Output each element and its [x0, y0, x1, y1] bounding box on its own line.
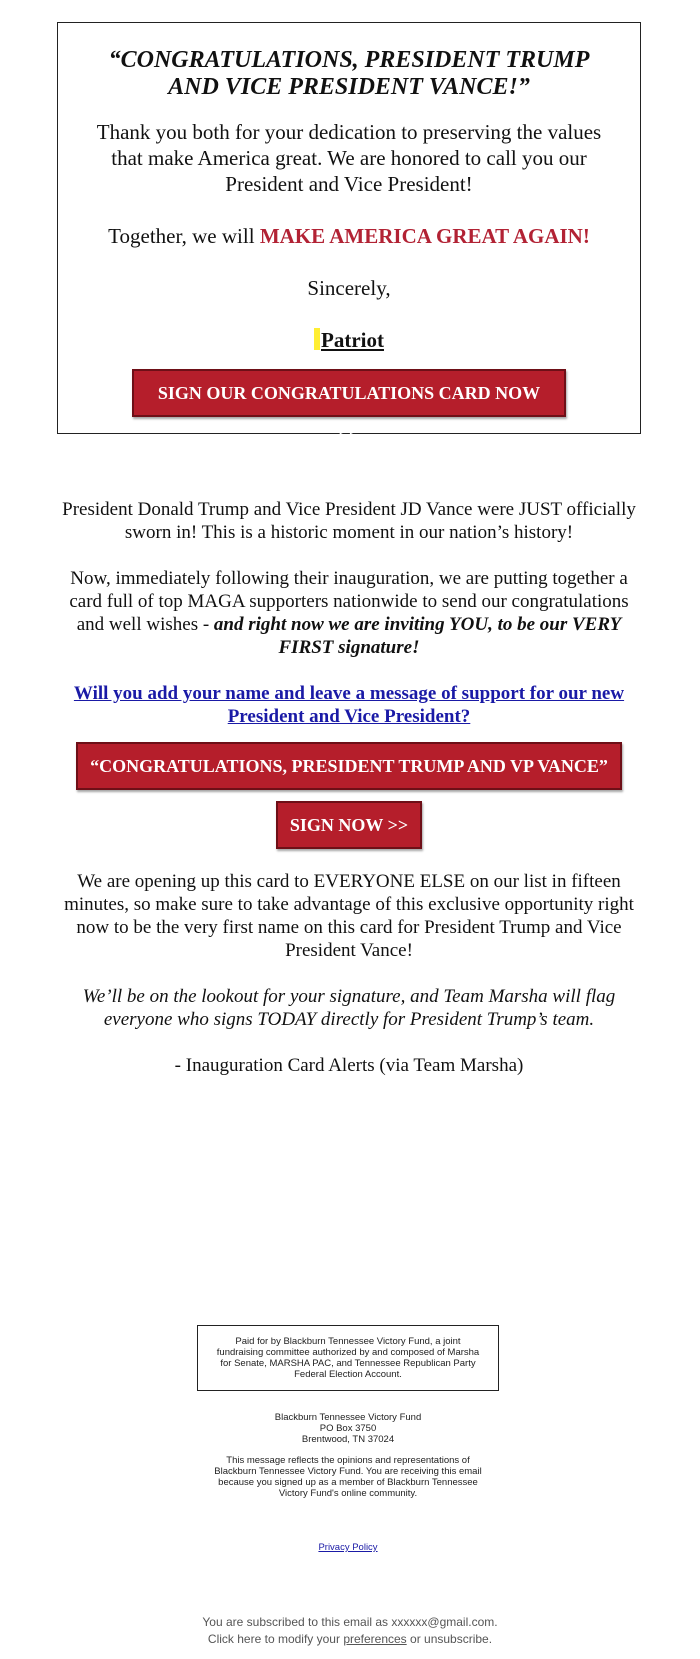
- footer-po-box: PO Box 3750: [319, 1423, 377, 1434]
- sign-card-button[interactable]: SIGN OUR CONGRATULATIONS CARD NOW >>: [132, 369, 566, 417]
- sworn-in-paragraph: President Donald Trump and Vice President JD Vance were JUST officially sworn in! This is a historic moment in our nation’s history!: [62, 499, 636, 543]
- signature-name: Patriot: [321, 328, 384, 352]
- card-together-line: [88, 223, 610, 249]
- sign-now-button[interactable]: SIGN NOW >>: [276, 801, 422, 849]
- paid-for-disclaimer: Paid for by Blackburn Tennessee Victory Fund, a joint fundraising committee authorized by and composed of Marsha for Senate, MARSHA PAC, and Tennessee Republican Party Federal Election Account.: [197, 1325, 499, 1391]
- privacy-policy-link[interactable]: Privacy Policy: [318, 1542, 378, 1553]
- footer-address: [197, 1412, 499, 1445]
- invite-paragraph: [57, 567, 641, 659]
- footer-privacy: [197, 1542, 499, 1553]
- invite-text: Now, immediately following their inauguration, we are putting together a card full of top MAGA supporters nationwide to send our congratulations and well wishes -: [69, 568, 629, 635]
- opening-paragraph: We are opening up this card to EVERYONE ELSE on our list in fifteen minutes, so make sure to take advantage of this exclusive opportunity right now to be the very first name on this card for President Trump and Vice President Vance!: [64, 871, 634, 961]
- together-prefix: Together, we will: [108, 224, 260, 248]
- footer-city-state-zip: Brentwood, TN 37024: [301, 1434, 395, 1445]
- signature: [314, 327, 384, 353]
- card-thanks-text: Thank you both for your dedication to preserving the values that make America great. We are honored to call you our President and Vice President!: [96, 120, 602, 196]
- congrats-vance-button[interactable]: “CONGRATULATIONS, PRESIDENT TRUMP AND VP VANCE”: [76, 742, 622, 790]
- signature-highlight-mark: [314, 328, 320, 350]
- card-sincerely: Sincerely,: [307, 276, 391, 300]
- invite-emphasis: and right now we are inviting YOU, to be our VERY FIRST signature!: [213, 614, 622, 658]
- closing-signoff: - Inauguration Card Alerts (via Team Marsha): [174, 1055, 524, 1076]
- footer-note: This message reflects the opinions and representations of Blackburn Tennessee Victory Fund. You are receiving this email because you signed up as a member of Blackburn Tennessee Victory Fund's online community.: [214, 1455, 482, 1499]
- modify-line: [100, 1631, 600, 1648]
- preferences-link[interactable]: preferences: [343, 1632, 407, 1646]
- congratulations-card: [57, 22, 641, 447]
- footer-org-name: Blackburn Tennessee Victory Fund: [274, 1412, 422, 1423]
- add-name-link[interactable]: Will you add your name and leave a message of support for our new President and Vice President?: [73, 683, 625, 727]
- email-body: [57, 498, 641, 1100]
- card-title: “CONGRATULATIONS, PRESIDENT TRUMP AND VICE PRESIDENT VANCE!”: [108, 47, 590, 100]
- modify-prefix: Click here to modify your: [207, 1632, 344, 1646]
- modify-suffix: or unsubscribe.: [406, 1632, 493, 1646]
- card-signature-line: [58, 327, 640, 353]
- subscribed-line: You are subscribed to this email as xxxxxx@gmail.com.: [202, 1615, 498, 1629]
- maga-highlight: MAKE AMERICA GREAT AGAIN!: [259, 224, 590, 248]
- subscription-info: [100, 1614, 600, 1648]
- lookout-paragraph: We’ll be on the lookout for your signature, and Team Marsha will flag everyone who signs TODAY directly for President Trump’s team.: [82, 986, 616, 1030]
